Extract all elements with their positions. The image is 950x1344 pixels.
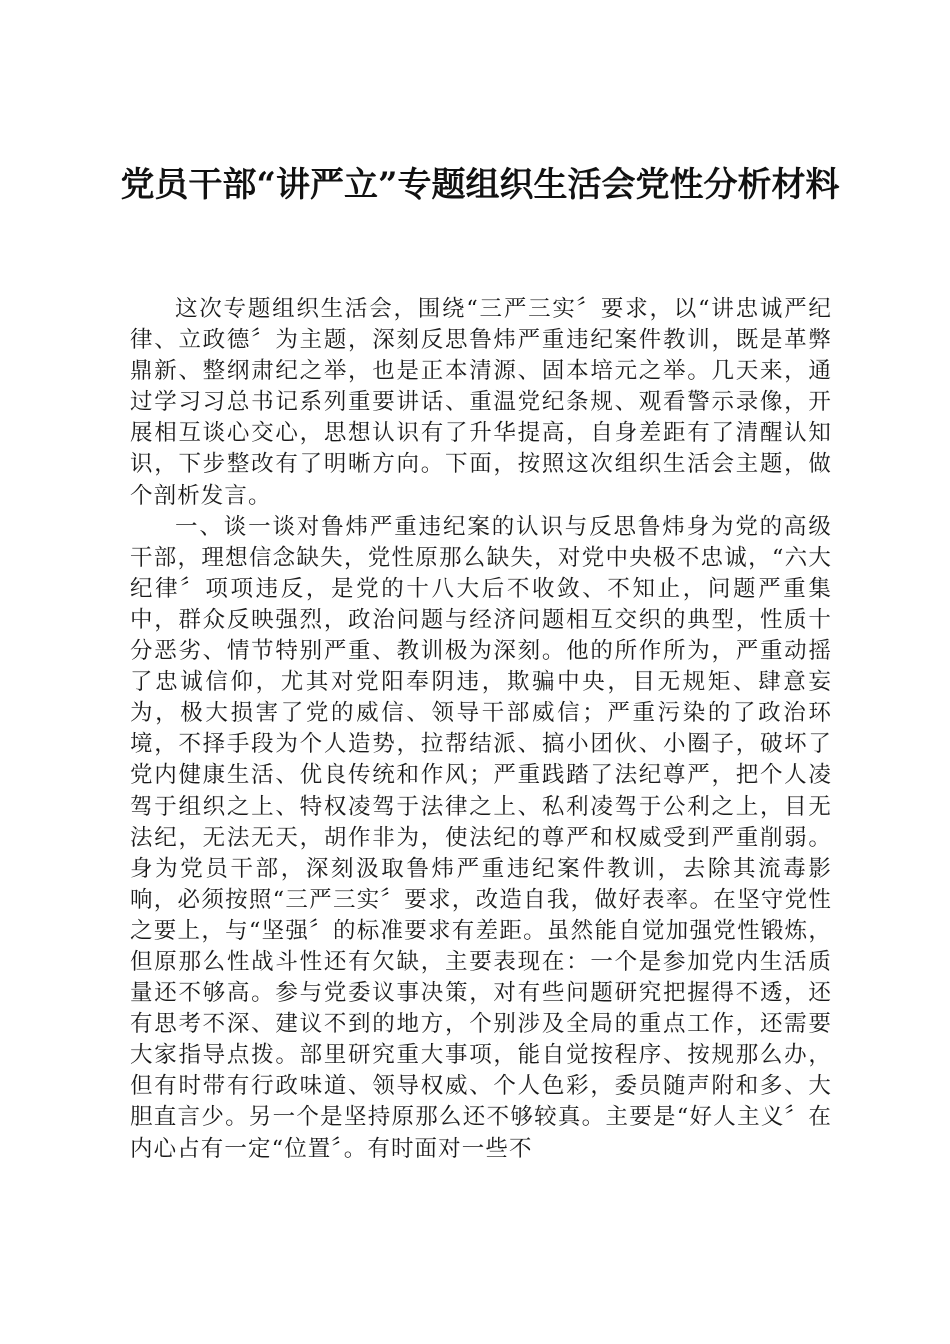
- document-body: [130, 294, 832, 1165]
- paragraph-intro: 这次专题组织生活会，围绕“三严三实〞要求，以“讲忠诚严纪律、立政德〞为主题，深刻反思鲁炜严重违纪案件教训，既是革弊鼎新、整纲肃纪之举，也是正本清源、固本培元之举。几天来，通过学习习总书记系列重要讲话、重温党纪条规、观看警示录像，开展相互谈心交心，思想认识有了升华提高，自身差距有了清醒认知识，下步整改有了明晰方向。下面，按照这次组织生活会主题，做个剖析发言。: [130, 296, 832, 509]
- paragraph-section-one: 一、谈一谈对鲁炜严重违纪案的认识与反思鲁炜身为党的高级干部，理想信念缺失，党性原那么缺失，对党中央极不忠诚，“六大纪律〞项项违反，是党的十八大后不收敛、不知止，问题严重集中，群众反映强烈，政治问题与经济问题相互交织的典型，性质十分恶劣、情节特别严重、教训极为深刻。他的所作所为，严重动摇了忠诚信仰，尤其对党阳奉阴违，欺骗中央，目无规矩、肆意妄为，极大损害了党的威信、领导干部威信；严重污染的了政治环境，不择手段为个人造势，拉帮结派、搞小团伙、小圈子，破坏了党内健康生活、优良传统和作风；严重践踏了法纪尊严，把个人凌驾于组织之上、特权凌驾于法律之上、私利凌驾于公利之上，目无法纪，无法无天，胡作非为，使法纪的尊严和权威受到严重削弱。身为党员干部，深刻汲取鲁炜严重违纪案件教训，去除其流毒影响，必须按照“三严三实〞要求，改造自我，做好表率。在坚守党性之要上，与“坚强〞的标准要求有差距。虽然能自觉加强党性锻炼，但原那么性战斗性还有欠缺，主要表现在：一个是参加党内生活质量还不够高。参与党委议事决策，对有些问题研究把握得不透，还有思考不深、建议不到的地方，个别涉及全局的重点工作，还需要大家指导点拨。部里研究重大事项，能自觉按程序、按规那么办，但有时带有行政味道、领导权威、个人色彩，委员随声附和多、大胆直言少。另一个是坚持原那么还不够较真。主要是“好人主义〞在内心占有一定“位置〞。有时面对一些不: [130, 513, 832, 1162]
- document-title: 党员干部“讲严立”专题组织生活会党性分析材料: [120, 165, 840, 205]
